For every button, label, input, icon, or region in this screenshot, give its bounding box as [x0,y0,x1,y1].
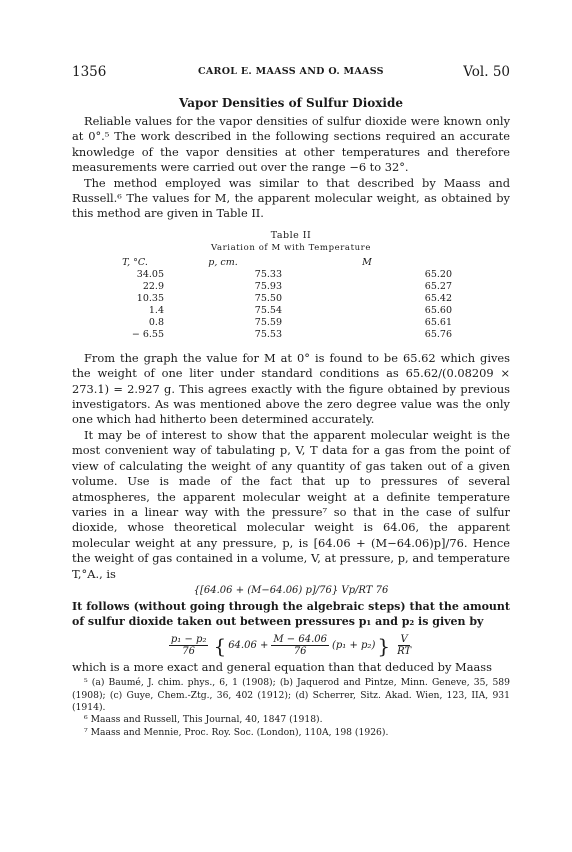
equation-amount [72,634,510,658]
table-cell: 75.93 [254,281,282,293]
fraction-denominator: RT [397,646,412,658]
fraction-denominator: 76 [293,646,307,658]
paragraph-6: which is a more exact and general equation than that deduced by Maass [72,659,492,674]
paragraph-3: From the graph the value for M at 0° is found to be 65.62 which gives the weight of one liter under standard conditions as 65.62/(0.08209 × 273.1) = 2.927 g. This agrees exactly with the figure obtained by previous investigators. As was mentioned above the zero degree value was the only one which had hitherto been determined accurately. [72,350,510,427]
table-row [106,317,452,329]
fraction-numerator: V [400,634,408,646]
table-row [106,293,452,305]
equation-weight: {[64.06 + (M−64.06) p]/76} Vp/RT 76 [193,584,389,596]
footnote-6: ⁶ Maass and Russell, This Journal, 40, 1847 (1918). [84,714,323,726]
table-cell: 10.35 [136,293,164,305]
column-header-temperature: T, °C. [122,257,148,269]
table-cell: 34.05 [136,269,164,281]
table-cell: 1.4 [148,305,164,317]
running-authors: CAROL E. MAASS AND O. MAASS [198,66,384,77]
table-cell: 75.33 [254,269,282,281]
table-row [106,281,452,293]
table-cell: 65.76 [424,329,452,341]
table-row [106,269,452,281]
page-number: 1356 [72,64,107,80]
table-cell: 75.53 [254,329,282,341]
footnote-7: ⁷ Maass and Mennie, Proc. Roy. Soc. (London), 110A, 198 (1926). [84,726,389,738]
volume-label: Vol. 50 [463,64,510,80]
table-row [106,329,452,341]
fraction-volume [395,634,413,657]
footnotes [72,677,510,739]
section-title: Vapor Densities of Sulfur Dioxide [178,96,403,110]
footnote-5: ⁵ (a) Baumé, J. chim. phys., 6, 1 (1908); (b) Jaquerod and Pintze, Minn. Geneve, 35, 589 (1908); (c) Guye, Chem.-Ztg., 36, 402 (1912); (d) Scherrer, Sitz. Akad. Wien, 123, IIA, 931 (1914). [72,677,510,713]
open-brace: { [213,633,227,658]
data-table [106,257,452,341]
table-cell: 65.60 [424,305,452,317]
table-cell: 65.27 [424,281,452,293]
fraction-pressure-diff [169,634,209,657]
journal-page [72,64,510,739]
fraction-numerator: p₁ − p₂ [170,634,207,646]
table-cell: 75.54 [254,305,282,317]
paragraph-5: It follows (without going through the algebraic steps) that the amount of sulfur dioxide taken out between pressures p₁ and p₂ is given by [72,599,510,629]
fraction-molecular [271,634,329,657]
table-caption: Table II [270,229,312,241]
table-cell: − 6.55 [131,329,164,341]
table-subtitle: Variation of M with Temperature [211,242,371,253]
table-cell: 75.50 [254,293,282,305]
table-cell: 65.42 [424,293,452,305]
table-cell: 0.8 [148,317,164,329]
paragraph-2: The method employed was similar to that described by Maass and Russell.⁶ The values for M, the apparent molecular weight, as obtained by this method are given in Table II. [72,175,510,221]
column-header-molecular-weight: M [362,257,372,269]
equation-term: (p₁ + p₂) [331,640,376,652]
table-cell: 75.59 [254,317,282,329]
column-header-pressure: p, cm. [208,257,238,269]
paragraph-1: Reliable values for the vapor densities of sulfur dioxide were known only at 0°.⁵ The work described in the following sections required an accurate knowledge of the vapor densities at other temperatures and therefore measurements were carried out over the range −6 to 32°. [72,114,510,175]
fraction-numerator: M − 64.06 [273,634,327,646]
fraction-denominator: 76 [182,646,196,658]
table-cell: 65.20 [424,269,452,281]
running-header [72,64,510,84]
paragraph-4: It may be of interest to show that the apparent molecular weight is the most convenient way of tabulating p, V, T data for a gas from the point of view of calculating the weight of any quantity of gas taken out of a given volume. Use is made of the fact that up to pressures of several atmospheres, the apparent molecular weight at a definite temperature varies in a linear way with the pressure⁷ so that in the case of sulfur dioxide, whose theoretical molecular weight is 64.06, the apparent molecular weight at any pressure, p, is [64.06 + (M−64.06)p]/76. Hence the weight of gas contained in a volume, V, at pressure, p, and temperature T,°A., is [72,427,510,581]
table-header-row [106,257,452,269]
table-row [106,305,452,317]
equation-term: 64.06 + [228,640,269,652]
table-cell: 22.9 [142,281,164,293]
table-cell: 65.61 [424,317,452,329]
close-brace: } [377,633,391,658]
